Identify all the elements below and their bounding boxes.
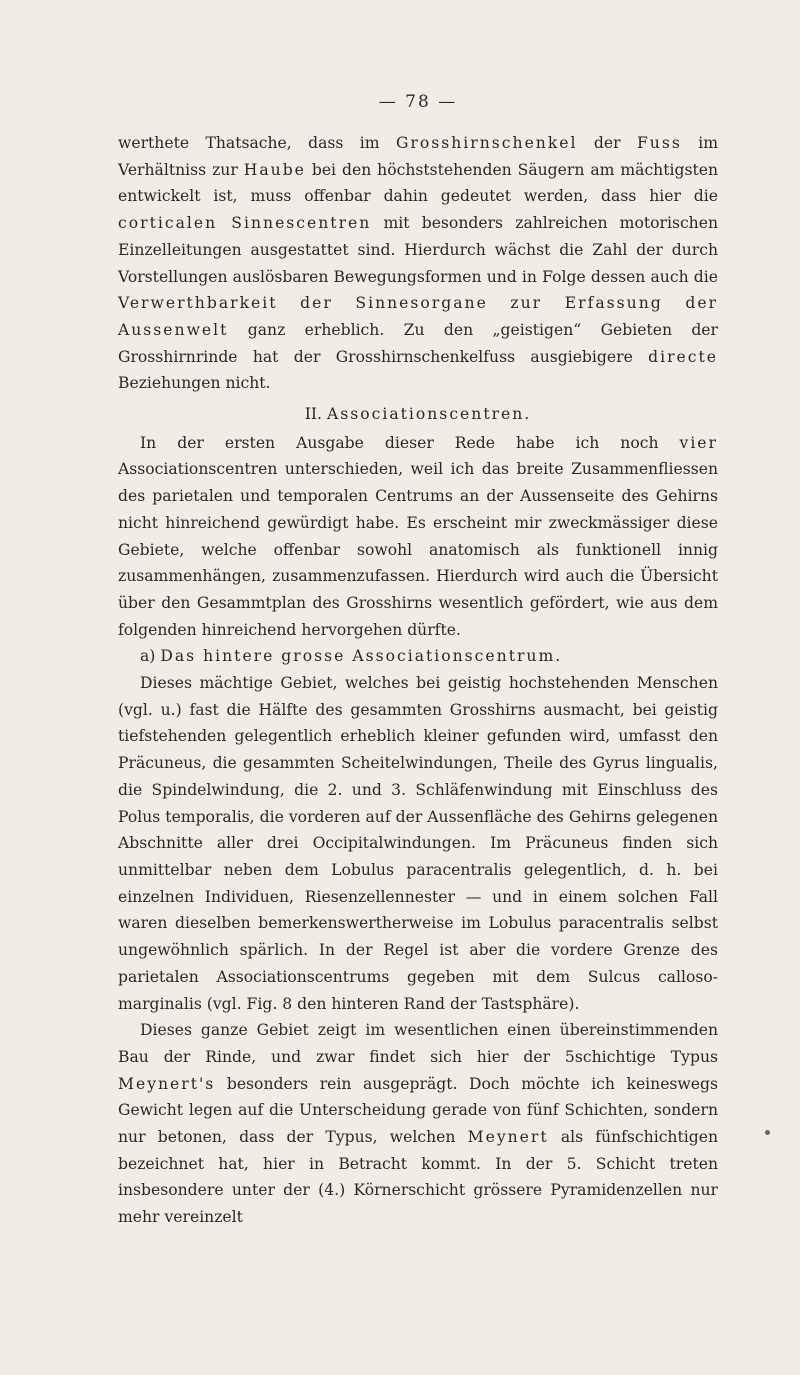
text-run: Dieses ganze Gebiet zeigt im wesentlichen einen übereinstimmenden Bau der Rinde, und zwar findet sich hier der 5schichtige Typus	[118, 1021, 718, 1066]
text-run: besonders rein ausgeprägt. Doch möchte ich keineswegs Gewicht legen auf die Unterscheidung gerade von fünf Schichten, sondern nur betonen, dass der Typus, welchen	[118, 1074, 718, 1147]
subsection-label: a)	[140, 647, 161, 666]
spaced-term: vier	[679, 433, 718, 452]
text-run: als fünfschichtigen bezeichnet hat, hier in Betracht kommt. In der 5. Schicht treten insbesondere unter der (4.) Körnerschicht grössere Pyramidenzellen nur mehr vereinzelt	[118, 1128, 718, 1227]
ink-speck	[765, 1130, 770, 1135]
text-run: In der ersten Ausgabe dieser Rede habe ich noch	[140, 433, 680, 452]
spaced-term: Haube	[243, 160, 306, 179]
section-number: II.	[304, 405, 327, 424]
page-number: — 78 —	[378, 92, 458, 112]
text-run: Associationscentren unterschieden, weil ich das breite Zusammenfliessen des parietalen und temporalen Centrums an der Aussenseite des Gehirns nicht hinreichend gewürdigt habe. Es erscheint mir zweckmässiger diese Gebiete, welche offenbar sowohl anatomisch als funktionell innig zusammenhängen, zusammenzufassen. Hierdurch wird auch die Übersicht über den Gesammtplan des Grosshirns wesentlich gefördert, wie aus dem folgenden hinreichend hervorgehen dürfte.	[118, 460, 718, 639]
text-run: mit besonders zahlreichen motorischen Einzelleitungen ausgestattet sind. Hierdurch wächst die Zahl der durch Vorstellungen auslösbaren Bewegungsformen und in Folge dessen auch die	[118, 214, 718, 286]
paragraph-structure	[118, 1017, 718, 1231]
section-title: Associationscentren.	[326, 405, 532, 424]
paragraph-region: Dieses mächtige Gebiet, welches bei geistig hochstehenden Menschen (vgl. u.) fast die Hälfte des gesammten Grosshirns ausmacht, bei geistig tiefstehenden gelegentlich erheblich kleiner gefunden wird, umfasst den Präcuneus, die gesammten Scheitelwindungen, Theile des Gyrus lingualis, die Spindelwindung, die 2. und 3. Schläfenwindung mit Einschluss des Polus temporalis, die vorderen auf der Aussenfläche des Gehirns gelegenen Abschnitte aller drei Occipitalwindungen. Im Präcuneus finden sich unmittelbar neben dem Lobulus paracentralis gelegentlich, d. h. bei einzelnen Individuen, Riesenzellennester — und in einem solchen Fall waren dieselben bemerkenswertherweise im Lobulus paracentralis selbst ungewöhnlich spärlich. In der Regel ist aber die vordere Grenze des parietalen Associationscentrums gegeben mit dem Sulcus calloso-marginalis (vgl. Fig. 8 den hinteren Rand der Tastsphäre).	[118, 674, 718, 1013]
body-text	[118, 130, 718, 1231]
spaced-term: Meynert	[467, 1128, 549, 1147]
subsection-heading	[118, 643, 718, 670]
text-run: werthete Thatsache, dass im	[118, 134, 396, 152]
spaced-term: Fuss	[636, 134, 682, 152]
spaced-term: directe	[648, 347, 718, 366]
text-run: der	[577, 134, 637, 152]
spaced-term: Verwerthbarkeit der Sinnesorgane zur Erfassung der Aussenwelt	[118, 294, 718, 339]
text-run: ganz erheblich. Zu den „geistigen“ Gebieten der Grosshirnrinde hat der Grosshirnschenkelfuss ausgiebigere	[118, 320, 718, 366]
subsection-title: Das hintere grosse Associationscentrum.	[160, 647, 563, 666]
text-run: im Verhältniss zur	[118, 134, 718, 179]
text-run: bei den höchststehenden Säugern am mächtigsten entwickelt ist, muss offenbar dahin gedeutet werden, dass hier die	[118, 160, 718, 206]
section-heading	[118, 401, 718, 428]
spaced-term: Grosshirnschenkel	[395, 134, 578, 152]
spaced-term: Meynert's	[118, 1074, 216, 1093]
spaced-term: corticalen Sinnescentren	[118, 214, 372, 233]
paragraph-intro	[118, 130, 718, 397]
text-run: Beziehungen nicht.	[118, 374, 271, 393]
paragraph-associations	[118, 430, 718, 644]
